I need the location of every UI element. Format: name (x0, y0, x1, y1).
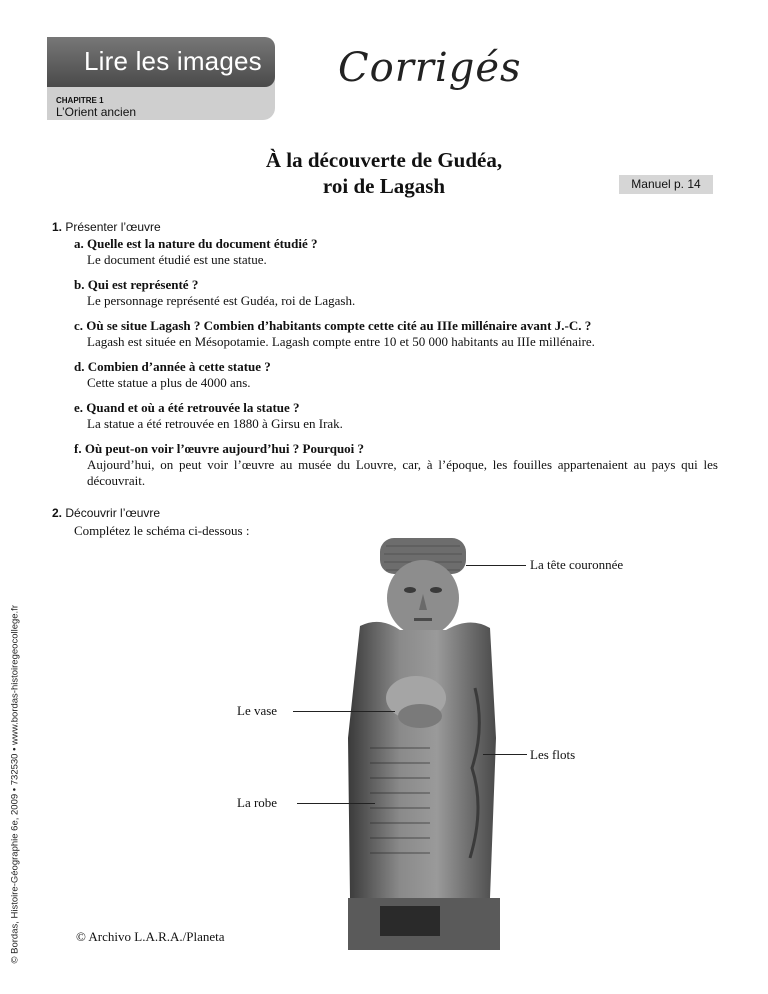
chapter-name: L’Orient ancien (56, 105, 137, 119)
answer-text: Le personnage représenté est Gudéa, roi de Lagash. (87, 293, 356, 308)
question-d (74, 359, 718, 391)
question-b (74, 277, 718, 309)
question-letter: f. (74, 441, 82, 456)
part2-instruction: Complétez le schéma ci-dessous : (74, 523, 250, 538)
question-letter: d. (74, 359, 85, 374)
question-f (74, 441, 718, 489)
section-title: Lire les images (84, 46, 262, 76)
part1-heading (52, 220, 161, 234)
label-vase: Le vase (237, 703, 278, 718)
label-robe: La robe (237, 795, 278, 810)
answer-text: Le document étudié est une statue. (87, 252, 267, 267)
question-text: Où se situe Lagash ? Combien d’habitants compte cette cité au IIIe millénaire avant J.-C. ? (86, 318, 592, 333)
title-line-1: À la découverte de Gudéa, (265, 148, 503, 172)
part1-title: Présenter l’œuvre (65, 220, 161, 234)
gudea-statue-image (320, 538, 520, 950)
title-line-2: roi de Lagash (322, 174, 446, 198)
manuel-reference: Manuel p. 14 (619, 175, 713, 194)
corriges-heading: Corrigés (338, 45, 522, 91)
question-letter: a. (74, 236, 84, 251)
question-letter: e. (74, 400, 84, 415)
side-copyright: © Bordas, Histoire-Géographie 6e, 2009 • 732530 • www.bordas-histoiregeocollege.fr (9, 605, 21, 964)
leader-line-flots (483, 754, 527, 755)
answer-text: La statue a été retrouvée en 1880 à Girsu en Irak. (87, 416, 343, 431)
part1-number: 1. (52, 220, 63, 234)
label-flots: Les flots (530, 747, 576, 762)
page-title (200, 147, 568, 199)
leader-line-robe (297, 803, 375, 804)
chapter-label: CHAPITRE 1 (56, 96, 104, 105)
question-text: Quelle est la nature du document étudié ? (87, 236, 318, 251)
part2-title: Découvrir l’œuvre (65, 506, 161, 520)
question-e (74, 400, 718, 432)
part2-heading (52, 506, 160, 520)
answer-text: Lagash est située en Mésopotamie. Lagash compte entre 10 et 50 000 habitants au IIIe millénaire. (87, 334, 595, 349)
question-text: Quand et où a été retrouvée la statue ? (86, 400, 300, 415)
question-text: Où peut-on voir l’œuvre aujourd’hui ? Pourquoi ? (84, 441, 365, 456)
question-letter: c. (74, 318, 84, 333)
part2-number: 2. (52, 506, 63, 520)
answer-text: Cette statue a plus de 4000 ans. (87, 375, 251, 390)
question-a (74, 236, 718, 268)
leader-line-tete (466, 565, 526, 566)
leader-line-vase (293, 711, 395, 712)
label-tete-couronnee: La tête couronnée (530, 557, 624, 572)
question-c (74, 318, 718, 350)
answer-text: Aujourd’hui, on peut voir l’œuvre au musée du Louvre, car, à l’époque, les fouilles appartenaient au pays qui les découvrait. (87, 457, 718, 488)
question-text: Combien d’année à cette statue ? (87, 359, 271, 374)
question-letter: b. (74, 277, 85, 292)
photo-credit: © Archivo L.A.R.A./Planeta (76, 929, 225, 944)
question-text: Qui est représenté ? (87, 277, 199, 292)
